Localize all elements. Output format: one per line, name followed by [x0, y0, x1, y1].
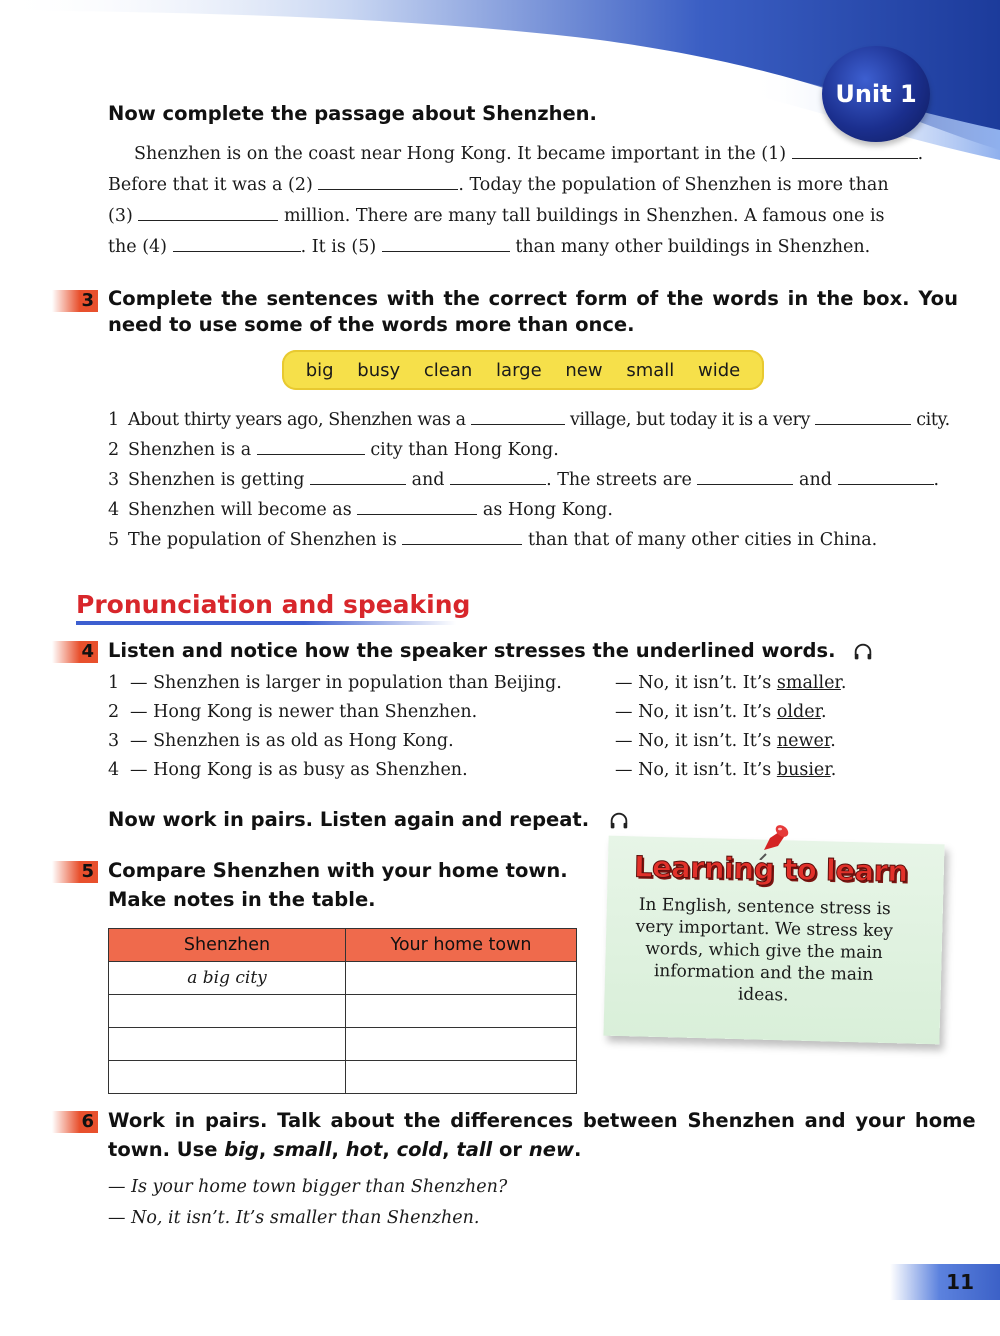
ex3-blank[interactable]	[697, 466, 793, 485]
blank-3[interactable]	[138, 202, 278, 221]
answer-text: — No, it isn’t. It’s	[615, 731, 772, 751]
headphones-icon	[852, 641, 874, 663]
pairs-instruction-text: Now work in pairs. Listen again and repeat.	[108, 808, 590, 831]
sentence-text: city than Hong Kong.	[370, 440, 559, 460]
passage-text: . Today the population of Shenzhen is more than	[458, 175, 889, 195]
ex3-instruction-line-2: need to use some of the words more than once.	[108, 313, 635, 336]
ex3-sentence-3	[108, 466, 939, 490]
answer-text: .	[821, 702, 827, 722]
table-header: Shenzhen	[109, 929, 346, 962]
learning-to-learn-title: Learning to learn	[633, 849, 908, 889]
section-underline	[76, 621, 456, 625]
answer-text: — No, it isn’t. It’s	[615, 702, 772, 722]
sentence-text: as Hong Kong.	[482, 500, 613, 520]
passage-line-3	[108, 201, 885, 232]
row-number: 2	[108, 702, 120, 722]
page-number: 11	[890, 1264, 1000, 1300]
answer-text: — No, it isn’t. It’s	[615, 760, 772, 780]
table-row	[109, 1061, 577, 1094]
stressed-word: busier	[776, 760, 831, 780]
table-row	[109, 995, 577, 1028]
answer-text: .	[830, 760, 837, 780]
table-cell[interactable]	[346, 995, 577, 1028]
table-header: Your home town	[346, 929, 577, 962]
passage-line-2	[108, 170, 889, 201]
ex3-blank[interactable]	[450, 466, 546, 485]
row-question: — Hong Kong is as busy as Shenzhen.	[130, 760, 468, 780]
table-row	[109, 1028, 577, 1061]
ex4-answer-4	[615, 760, 836, 780]
instruction-text: or	[499, 1138, 523, 1161]
word-box-item: clean	[423, 359, 473, 381]
table-cell[interactable]	[346, 1028, 577, 1061]
ex4-instruction	[108, 639, 874, 663]
blank-2[interactable]	[318, 171, 458, 190]
table-cell[interactable]	[346, 1061, 577, 1094]
table-cell[interactable]	[346, 962, 577, 995]
table-row	[109, 962, 577, 995]
exercise-number-6: 6	[52, 1111, 98, 1133]
ex6-word: new	[528, 1138, 574, 1161]
passage-line-1	[134, 139, 923, 170]
sentence-number: 1	[108, 410, 119, 430]
table-cell[interactable]	[109, 995, 346, 1028]
ex4-row-4	[108, 760, 468, 780]
section-title: Pronunciation and speaking	[76, 590, 471, 619]
ex3-blank[interactable]	[257, 436, 365, 455]
word-box-item: busy	[357, 359, 401, 381]
instruction-text: town. Use	[108, 1138, 218, 1161]
ex3-sentence-1	[108, 406, 950, 430]
passage-text: than many other buildings in Shenzhen.	[515, 237, 871, 257]
answer-text: .	[840, 673, 847, 693]
sentence-text: . The streets are	[546, 470, 692, 490]
passage-text: .	[917, 144, 924, 164]
ex4-answer-1	[615, 673, 846, 693]
passage-text: million. There are many tall buildings in Shenzhen. A famous one is	[283, 206, 885, 226]
ex6-word: cold	[396, 1138, 443, 1161]
row-question: — Shenzhen is as old as Hong Kong.	[130, 731, 454, 751]
ex4-row-2	[108, 702, 477, 722]
ex4-row-3	[108, 731, 454, 751]
ex4-row-1	[108, 673, 562, 693]
ex3-blank[interactable]	[402, 526, 522, 545]
ex3-blank[interactable]	[815, 406, 911, 425]
passage-line-4	[108, 232, 870, 263]
ex4-answer-2	[615, 702, 827, 722]
notes-table	[108, 928, 577, 1094]
ex6-instruction-line-1: Work in pairs. Talk about the differences between Shenzhen and your home	[108, 1109, 976, 1132]
ex3-sentence-4	[108, 496, 613, 520]
passage-heading: Now complete the passage about Shenzhen.	[108, 102, 597, 125]
sentence-text: The population of Shenzhen is	[128, 530, 397, 550]
sentence-text: city.	[916, 410, 950, 430]
stressed-word: smaller	[776, 673, 841, 693]
unit-badge: Unit 1	[822, 46, 930, 142]
sentence-text: than that of many other cities in China.	[527, 530, 878, 550]
exercise-number-4: 4	[52, 641, 98, 663]
answer-text: .	[830, 731, 836, 751]
word-box-item: big	[305, 359, 334, 381]
passage-text: . It is (5)	[300, 237, 377, 257]
ex6-word: big	[224, 1138, 259, 1161]
passage-text: Before that it was a (2)	[108, 175, 313, 195]
table-cell[interactable]: a big city	[109, 962, 346, 995]
ex3-sentence-5	[108, 526, 877, 550]
sentence-text: Shenzhen is getting	[128, 470, 305, 490]
ex4-answer-3	[615, 731, 836, 751]
blank-5[interactable]	[382, 233, 510, 252]
answer-text: — No, it isn’t. It’s	[615, 673, 772, 693]
passage-text: the (4)	[108, 237, 168, 257]
learning-to-learn-body: In English, sentence stress is very important. We stress key words, which give the main information and the main ideas.	[635, 894, 894, 1006]
word-box-item: small	[626, 359, 675, 381]
passage-text: Shenzhen is on the coast near Hong Kong. It became important in the (1)	[134, 144, 787, 164]
sentence-text: .	[933, 470, 940, 490]
sentence-text: village, but today it is a very	[569, 410, 810, 430]
row-question: — Hong Kong is newer than Shenzhen.	[130, 702, 478, 722]
exercise-number-3: 3	[52, 290, 98, 312]
headphones-icon	[608, 810, 630, 832]
table-cell[interactable]	[109, 1028, 346, 1061]
ex4-pairs-instruction	[108, 808, 630, 832]
ex3-blank[interactable]	[471, 406, 565, 425]
ex3-blank[interactable]	[838, 466, 934, 485]
sentence-text: Shenzhen is a	[128, 440, 252, 460]
blank-1[interactable]	[792, 140, 918, 159]
ex6-instruction-line-2: town. Use big, small, hot, cold, tall or new.	[108, 1138, 582, 1161]
ex6-dialogue-line-2: — No, it isn’t. It’s smaller than Shenzhen.	[108, 1208, 480, 1228]
sentence-text: and	[799, 470, 832, 490]
word-box-item: wide	[697, 359, 741, 381]
ex6-dialogue-line-1: — Is your home town bigger than Shenzhen?	[108, 1177, 508, 1197]
ex4-instruction-text: Listen and notice how the speaker stresses the underlined words.	[108, 639, 836, 662]
sentence-number: 5	[108, 530, 120, 550]
stressed-word: older	[776, 702, 822, 722]
ex3-instruction-line-1: Complete the sentences with the correct form of the words in the box. You	[108, 287, 958, 310]
sentence-number: 4	[108, 500, 120, 520]
ex5-instruction-line-1: Compare Shenzhen with your home town.	[108, 859, 568, 882]
sentence-text: and	[411, 470, 445, 490]
word-box-item: new	[565, 359, 603, 381]
stressed-word: newer	[776, 731, 831, 751]
ex6-word: tall	[456, 1138, 493, 1161]
ex3-blank[interactable]	[357, 496, 477, 515]
row-number: 4	[108, 760, 120, 780]
passage-text: (3)	[108, 206, 133, 226]
ex5-instruction-line-2: Make notes in the table.	[108, 888, 376, 911]
sentence-text: Shenzhen will become as	[128, 500, 352, 520]
ex6-word: small	[273, 1138, 332, 1161]
ex3-sentence-2	[108, 436, 559, 460]
exercise-number-5: 5	[52, 861, 98, 883]
ex6-word: hot	[345, 1138, 383, 1161]
word-box	[282, 350, 764, 390]
row-question: — Shenzhen is larger in population than Beijing.	[130, 673, 562, 693]
sentence-number: 2	[108, 440, 120, 460]
sentence-text: About thirty years ago, Shenzhen was a	[128, 410, 466, 430]
row-number: 1	[108, 673, 120, 693]
blank-4[interactable]	[173, 233, 301, 252]
ex3-blank[interactable]	[310, 466, 406, 485]
row-number: 3	[108, 731, 120, 751]
table-cell[interactable]	[109, 1061, 346, 1094]
sentence-number: 3	[108, 470, 120, 490]
word-box-item: large	[496, 359, 542, 381]
